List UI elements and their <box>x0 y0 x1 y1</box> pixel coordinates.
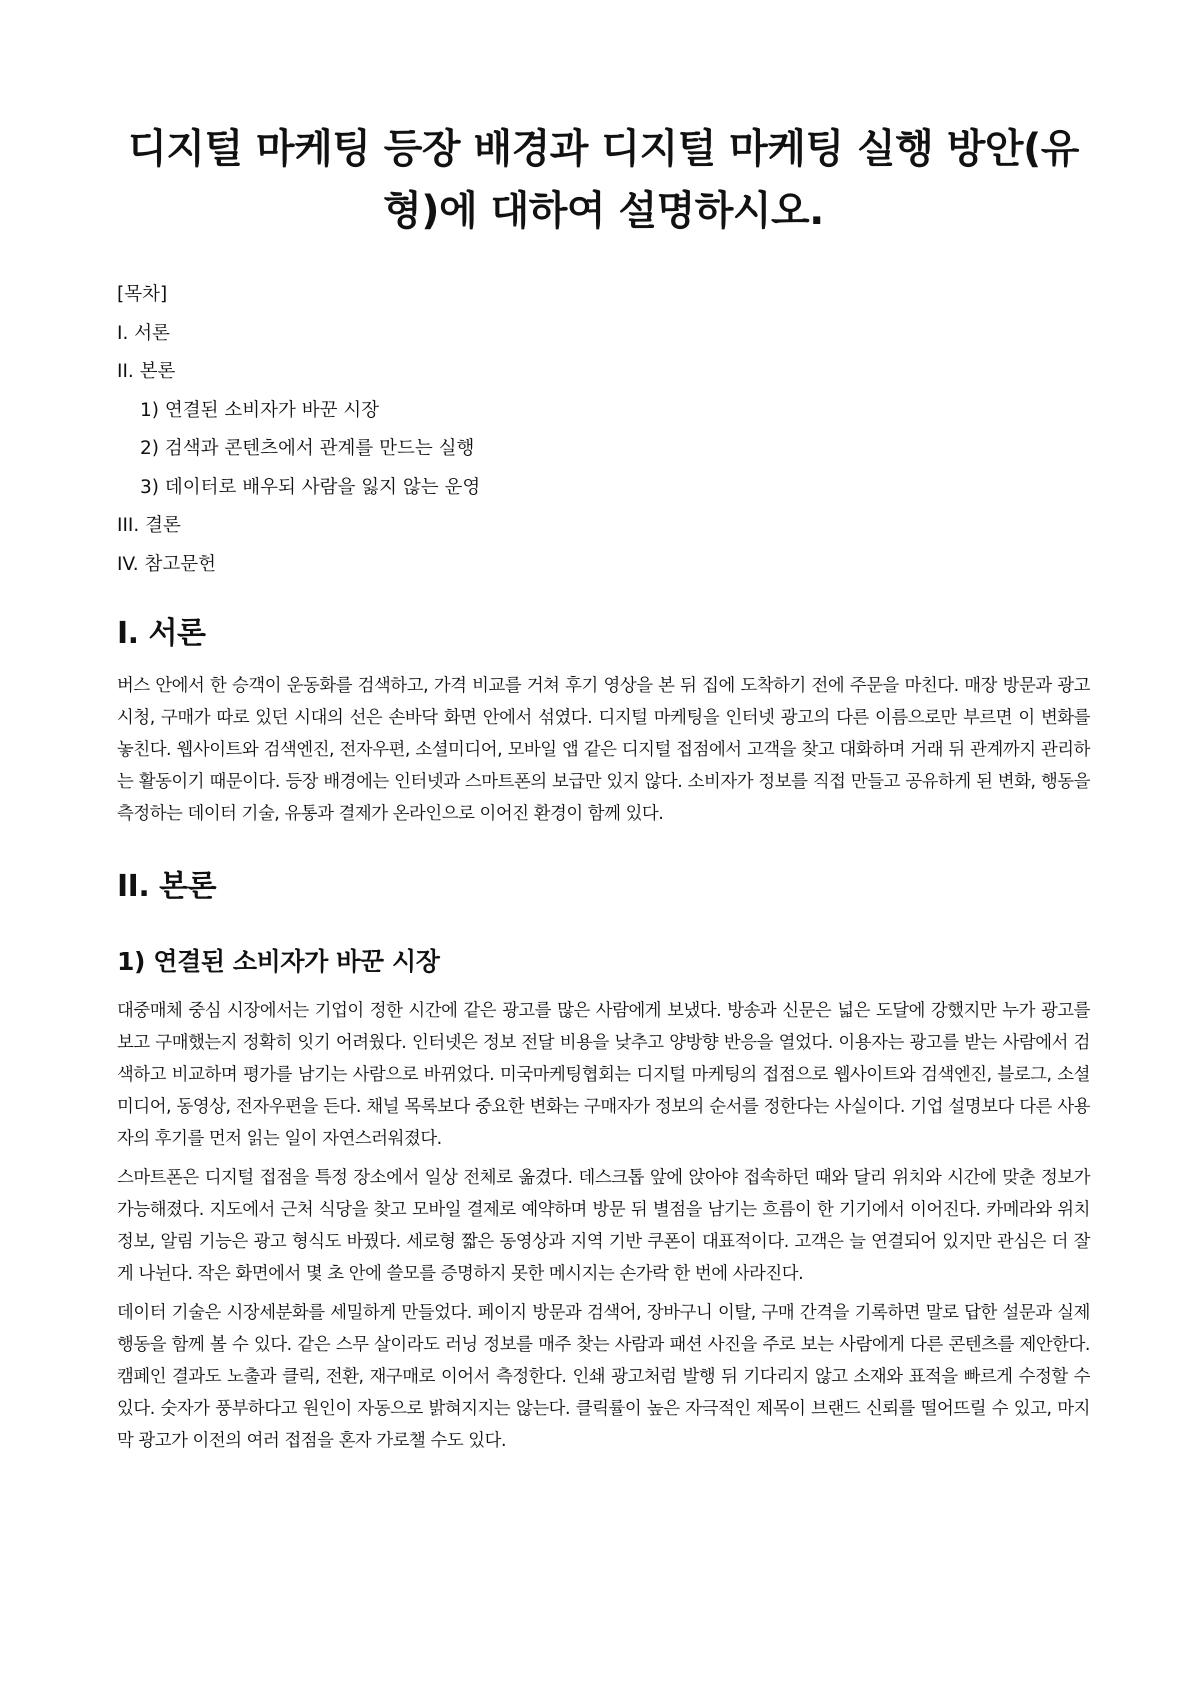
subsection-1-paragraph-3: 데이터 기술은 시장세분화를 세밀하게 만들었다. 페이지 방문과 검색어, 장바구니 이탈, 구매 간격을 기록하면 말로 답한 설문과 실제 행동을 함께 볼 수 있다. 같은 스무 살이라도 러닝 정보를 매주 찾는 사람과 패션 사진을 주로 보는 사람에게 다른 콘텐츠를 제안한다. 캠페인 결과도 노출과 클릭, 전환, 재구매로 이어서 측정한다. 인쇄 광고처럼 발행 뒤 기다리지 않고 소재와 표적을 빠르게 수정할 수 있다. 숫자가 풍부하다고 원인이 자동으로 밝혀지지는 않는다. 클릭률이 높은 자극적인 제목이 브랜드 신뢰를 떨어뜨릴 수 있고, 마지막 광고가 이전의 여러 접점을 혼자 가로챌 수도 있다. <box>117 1303 1090 1451</box>
toc-item-introduction: I. 서론 <box>117 322 170 344</box>
section-spacer <box>117 923 1090 941</box>
subsection-1-paragraph-1: 대중매체 중심 시장에서는 기업이 정한 시간에 같은 광고를 많은 사람에게 보냈다. 방송과 신문은 넓은 도달에 강했지만 누가 광고를 보고 구매했는지 정확히 잇기 어려웠다. 인터넷은 정보 전달 비용을 낮추고 양방향 반응을 열었다. 이용자는 광고를 받는 사람에서 검색하고 비교하며 평가를 남기는 사람으로 바뀌었다. 미국마케팅협회는 디지털 마케팅의 접점으로 웹사이트와 검색엔진, 블로그, 소셜미디어, 동영상, 전자우편을 든다. 채널 목록보다 중요한 변화는 구매자가 정보의 순서를 정한다는 사실이다. 기업 설명보다 다른 사용자의 후기를 먼저 읽는 일이 자연스러워졌다. <box>117 1001 1090 1149</box>
toc-item-references: IV. 참고문헌 <box>117 553 216 575</box>
subsection-1-paragraph-2: 스마트폰은 디지털 접점을 특정 장소에서 일상 전체로 옮겼다. 데스크톱 앞에 앉아야 접속하던 때와 달리 위치와 시간에 맞춘 정보가 가능해졌다. 지도에서 근처 식당을 찾고 모바일 결제로 예약하며 방문 뒤 별점을 남기는 흐름이 한 기기에서 이어진다. 카메라와 위치 정보, 알림 기능은 광고 형식도 바꿨다. 세로형 짧은 동영상과 지역 기반 쿠폰이 대표적이다. 고객은 늘 연결되어 있지만 관심은 더 잘게 나뉜다. 작은 화면에서 몇 초 안에 쓸모를 증명하지 못한 메시지는 손가락 한 번에 사라진다. <box>117 1168 1090 1284</box>
toc-item-subsection-1: 1) 연결된 소비자가 바꾼 시장 <box>140 399 380 421</box>
toc-item-conclusion: III. 결론 <box>117 515 181 536</box>
table-of-contents <box>117 276 1090 584</box>
section-spacer <box>117 837 1090 863</box>
main-body-section <box>117 863 1090 1457</box>
toc-item-subsection-3: 3) 데이터로 배우되 사람을 잃지 않는 운영 <box>140 476 481 498</box>
main-body-heading: II. 본론 <box>117 869 217 904</box>
introduction-section <box>117 610 1090 830</box>
toc-item-main-body: II. 본론 <box>117 361 176 382</box>
document-title: 디지털 마케팅 등장 배경과 디지털 마케팅 실행 방안(유형)에 대하여 설명하시오. <box>128 126 1079 234</box>
introduction-heading: I. 서론 <box>117 616 206 651</box>
toc-item-subsection-2: 2) 검색과 콘텐츠에서 관계를 만드는 실행 <box>140 438 475 459</box>
toc-header: [목차] <box>117 284 168 305</box>
subsection-1-heading: 1) 연결된 소비자가 바꾼 시장 <box>117 947 440 976</box>
introduction-paragraph: 버스 안에서 한 승객이 운동화를 검색하고, 가격 비교를 거쳐 후기 영상을 본 뒤 집에 도착하기 전에 주문을 마친다. 매장 방문과 광고 시청, 구매가 따로 있던 시대의 선은 손바닥 화면 안에서 섞였다. 디지털 마케팅을 인터넷 광고의 다른 이름으로만 부르면 이 변화를 놓친다. 웹사이트와 검색엔진, 전자우편, 소셜미디어, 모바일 앱 같은 디지털 접점에서 고객을 찾고 대화하며 거래 뒤 관계까지 관리하는 활동이기 때문이다. 등장 배경에는 인터넷과 스마트폰의 보급만 있지 않다. 소비자가 정보를 직접 만들고 공유하게 된 변화, 행동을 측정하는 데이터 기술, 유통과 결제가 온라인으로 이어진 환경이 함께 있다. <box>117 676 1090 824</box>
